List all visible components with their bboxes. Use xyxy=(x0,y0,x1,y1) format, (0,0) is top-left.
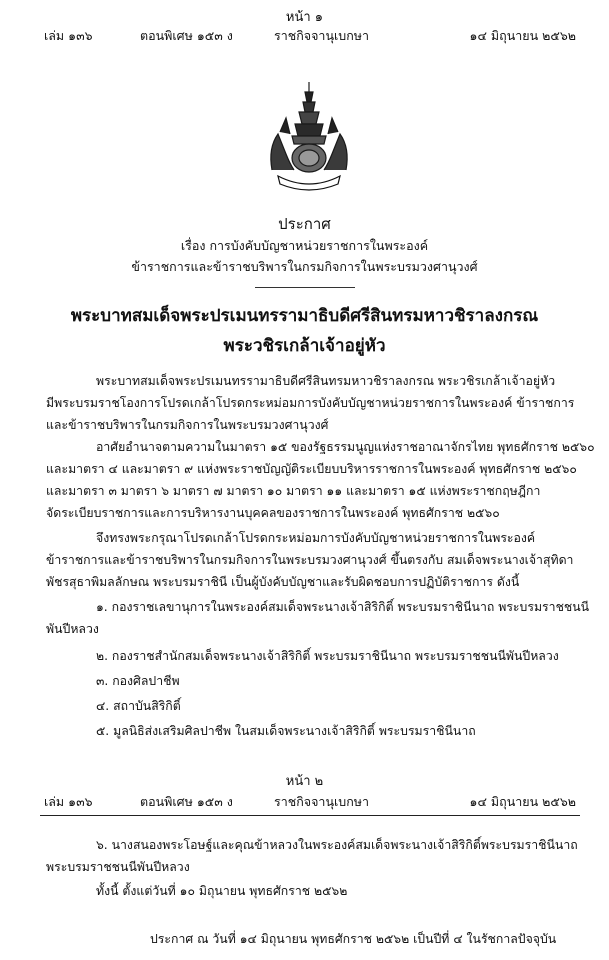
issue-label: ตอนพิเศษ ๑๕๓ ง xyxy=(140,28,233,43)
announcement-date: ประกาศ ณ วันที่ ๑๔ มิถุนายน พุทธศักราช ๒๕๖๒ เป็นปีที่ ๔ ในรัชกาลปัจจุบัน xyxy=(150,932,557,946)
body-line: และมาตรา ๔ และมาตรา ๙ แห่งพระราชบัญญัติระเบียบบริหารราชการในพระองค์ พุทธศักราช ๒๕๖๐ xyxy=(46,462,577,476)
volume-label: เล่ม ๑๓๖ xyxy=(44,28,93,43)
list-item: ๖. นางสนองพระโอษฐ์และคุณข้าหลวงในพระองค์สมเด็จพระนางเจ้าสิริกิติ์พระบรมราชินีนาถ xyxy=(96,838,578,852)
body-line: พระบาทสมเด็จพระปรเมนทรรามาธิบดีศรีสินทรมหาวชิราลงกรณ พระวชิรเกล้าเจ้าอยู่หัว xyxy=(96,374,556,388)
list-item: ๔. สถาบันสิริกิติ์ xyxy=(96,699,181,713)
crown-emblem-icon xyxy=(264,78,354,196)
body-line: พัชรสุธาพิมลลักษณ พระบรมราชินี เป็นผู้บังคับบัญชาและรับผิดชอบการปฏิบัติราชการ ดังนี้ xyxy=(46,575,520,589)
gazette-header-1 xyxy=(40,26,580,44)
royal-emblem xyxy=(264,78,354,196)
body-line: และข้าราชบริพารในกรมกิจการในพระบรมวงศานุวงศ์ xyxy=(46,418,329,432)
announcement-title: ประกาศ xyxy=(278,215,331,233)
effective-date: ทั้งนี้ ตั้งแต่วันที่ ๑๐ มิถุนายน พุทธศักราช ๒๕๖๒ xyxy=(96,884,348,898)
issue-date: ๑๔ มิถุนายน ๒๕๖๒ xyxy=(469,28,576,43)
body-line: มีพระบรมราชโองการโปรดเกล้าโปรดกระหม่อมการบังคับบัญชาหน่วยราชการในพระองค์ ข้าราชการ xyxy=(46,396,575,410)
subject-line-2: ข้าราชการและข้าราชบริพารในกรมกิจการในพระบรมวงศานุวงศ์ xyxy=(131,259,478,274)
gazette-name: ราชกิจจานุเบกษา xyxy=(274,794,370,809)
body-line: และมาตรา ๓ มาตรา ๖ มาตรา ๗ มาตรา ๑๐ มาตรา ๑๑ และมาตรา ๑๕ แห่งพระราชกฤษฎีกา xyxy=(46,484,541,498)
gazette-header-2 xyxy=(40,792,580,810)
body-line: จัดระเบียบราชการและการบริหารงานบุคคลของราชการในพระองค์ พุทธศักราช ๒๕๖๐ xyxy=(46,506,500,520)
list-item: ๓. กองศิลปาชีพ xyxy=(96,674,180,688)
list-item: ๑. กองราชเลขานุการในพระองค์สมเด็จพระนางเจ้าสิริกิติ์ พระบรมราชินีนาถ พระบรมราชชนนี xyxy=(96,600,590,614)
subject-line-1: เรื่อง การบังคับบัญชาหน่วยราชการในพระองค์ xyxy=(180,238,429,253)
issue-date: ๑๔ มิถุนายน ๒๕๖๒ xyxy=(469,794,576,809)
king-name-line-2: พระวชิรเกล้าเจ้าอยู่หัว xyxy=(223,336,386,356)
body-line: จึงทรงพระกรุณาโปรดเกล้าโปรดกระหม่อมการบังคับบัญชาหน่วยราชการในพระองค์ xyxy=(96,531,536,545)
title-divider xyxy=(255,287,355,288)
king-name-line-1: พระบาทสมเด็จพระปรเมนทรรามาธิบดีศรีสินทรมหาวชิราลงกรณ xyxy=(70,306,539,326)
body-line: อาศัยอำนาจตามความในมาตรา ๑๕ ของรัฐธรรมนูญแห่งราชอาณาจักรไทย พุทธศักราช ๒๕๖๐ xyxy=(96,440,595,454)
body-line: ข้าราชการและข้าราชบริพารในกรมกิจการในพระบรมวงศานุวงศ์ ขึ้นตรงกับ สมเด็จพระนางเจ้าสุทิดา xyxy=(46,553,574,567)
page-number-1: หน้า ๑ xyxy=(285,10,324,25)
list-item: ๒. กองราชสำนักสมเด็จพระนางเจ้าสิริกิติ์ พระบรมราชินีนาถ พระบรมราชชนนีพันปีหลวง xyxy=(96,649,559,663)
volume-label: เล่ม ๑๓๖ xyxy=(44,794,93,809)
list-item-continuation: พันปีหลวง xyxy=(46,622,99,636)
list-item: ๕. มูลนิธิส่งเสริมศิลปาชีพ ในสมเด็จพระนางเจ้าสิริกิติ์ พระบรมราชินีนาถ xyxy=(96,724,476,738)
header-rule xyxy=(40,815,580,816)
list-item-continuation: พระบรมราชชนนีพันปีหลวง xyxy=(46,860,190,874)
issue-label: ตอนพิเศษ ๑๕๓ ง xyxy=(140,794,233,809)
page-number-2: หน้า ๒ xyxy=(285,774,324,789)
gazette-name: ราชกิจจานุเบกษา xyxy=(274,28,370,43)
